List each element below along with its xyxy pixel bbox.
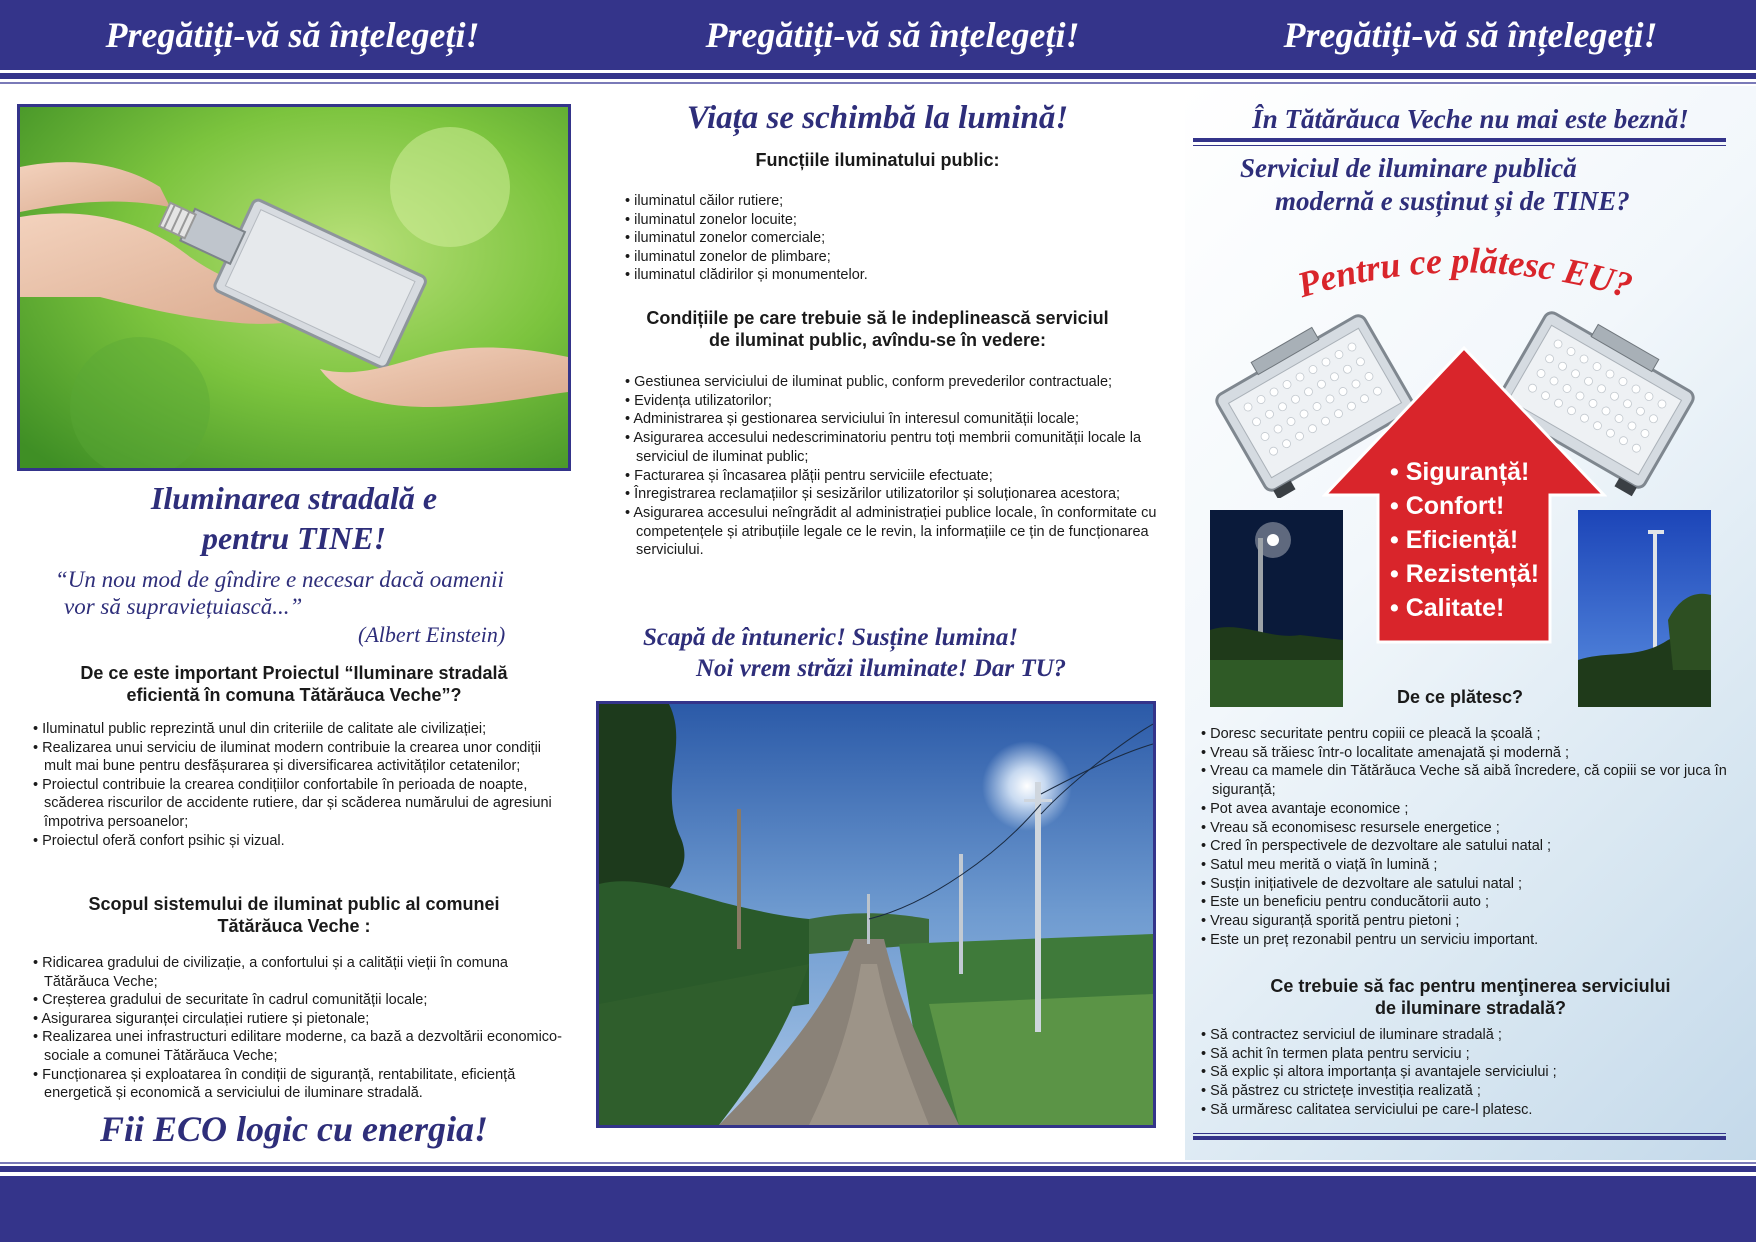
maintenance-heading-line1: Ce trebuie să fac pentru menţinerea serviciului	[1270, 976, 1671, 996]
header-title-middle: Pregătiți-vă să înțelegeți!	[705, 15, 1080, 55]
header-rule	[0, 73, 1756, 79]
purpose-list-item: • Realizarea unei infrastructuri edilitare moderne, ca bază a dezvoltării economico-sociale a comunei Tătărăuca Veche;	[33, 1028, 568, 1065]
importance-heading	[17, 662, 571, 706]
night-pole-right-illustration	[1578, 510, 1711, 707]
right-title: În Tătărăuca Veche nu mai este beznă!	[1252, 104, 1689, 134]
why-pay-list-item: • Susțin inițiativele de dezvoltare ale satului natal ;	[1201, 875, 1741, 894]
purpose-heading-line2: Tătărăuca Veche :	[217, 916, 371, 936]
purpose-list-item: • Ridicarea gradului de civilizație, a confortului și a calității vieții în comuna Tătărăuca Veche;	[33, 954, 568, 991]
conditions-list-item: • Înregistrarea reclamațiilor și sesizărilor utilizatorilor și soluționarea acestora;	[625, 485, 1165, 504]
functions-list-item: • iluminatul zonelor comerciale;	[625, 229, 1145, 248]
purpose-heading	[17, 893, 571, 937]
conditions-list-item: • Asigurarea accesului nedescriminatoriu pentru toți membrii comunității locale la serviciul de iluminat public;	[625, 429, 1165, 466]
left-title-line2: pentru TINE!	[201, 520, 387, 556]
functions-list-item: • iluminatul clădirilor și monumentelor.	[625, 266, 1145, 285]
middle-slogan-line1: Scapă de întuneric! Susține lumina!	[643, 624, 1019, 651]
quote-line2: vor să supraviețuiască...”	[64, 594, 303, 619]
why-pay-list-item: • Satul meu merită o viață în lumină ;	[1201, 856, 1741, 875]
purpose-heading-line1: Scopul sistemului de iluminat public al comunei	[88, 894, 500, 914]
functions-list-item: • iluminatul căilor rutiere;	[625, 192, 1145, 211]
maintenance-list-item: • Să achit în termen plata pentru serviciu ;	[1201, 1045, 1741, 1064]
footer-rule	[0, 1166, 1756, 1172]
why-pay-list	[1201, 725, 1741, 949]
right-bottom-rule	[1193, 1136, 1726, 1140]
why-pay-list-item: • Pot avea avantaje economice ;	[1201, 800, 1741, 819]
header-rule-thin	[0, 82, 1756, 84]
right-subtitle-line1: Serviciul de iluminare publică	[1240, 153, 1577, 183]
importance-list-item: • Proiectul contribuie la crearea condițiilor confortabile în perioada de noapte, scăderea riscurilor de accidente rutiere, dar și scăderea numărului de agresiuni împotriva persoanelor;	[33, 776, 563, 832]
arrow-benefit-item: • Eficiență!	[1390, 526, 1519, 554]
why-pay-list-item: • Cred în perspectivele de dezvoltare ale satului natal ;	[1201, 837, 1741, 856]
middle-slogan	[643, 622, 1066, 684]
why-pay-list-item: • Vreau ca mamele din Tătărăuca Veche să aibă încredere, că copiii se vor juca în siguranță;	[1201, 762, 1741, 799]
maintenance-heading-line2: de iluminare stradală?	[1374, 998, 1567, 1018]
hands-lamp-illustration	[20, 107, 568, 468]
middle-title: Viața se schimbă la lumină!	[686, 100, 1069, 136]
maintenance-list	[1201, 1026, 1741, 1120]
why-pay-list-item: • Vreau să economisesc resursele energetice ;	[1201, 819, 1741, 838]
importance-heading-line2: eficientă în comuna Tătărăuca Veche”?	[126, 685, 462, 705]
importance-heading-line1: De ce este important Proiectul “Iluminare stradală	[80, 663, 508, 683]
middle-slogan-line2: Noi vrem străzi iluminate! Dar TU?	[696, 655, 1067, 682]
purpose-list-item: • Creșterea gradului de securitate în cadrul comunității locale;	[33, 991, 568, 1010]
purpose-list-item: • Asigurarea siguranței circulației rutiere și pietonale;	[33, 1010, 568, 1029]
right-title-rule-thin	[1193, 145, 1726, 146]
left-slogan: Fii ECO logic cu energia!	[99, 1109, 489, 1149]
header-title-right: Pregătiți-vă să înțelegeți!	[1283, 15, 1658, 55]
why-pay-list-item: • Doresc securitate pentru copiii ce pleacă la școală ;	[1201, 725, 1741, 744]
conditions-list-item: • Administrarea și gestionarea serviciului în interesul comunității locale;	[625, 410, 1165, 429]
importance-list-item: • Proiectul oferă confort psihic și vizual.	[33, 832, 563, 851]
conditions-heading-line2: de iluminat public, avîndu-se în vedere:	[708, 330, 1047, 350]
right-subtitle	[1240, 152, 1630, 218]
purpose-list	[33, 954, 568, 1103]
maintenance-list-item: • Să contractez serviciul de iluminare stradală ;	[1201, 1026, 1741, 1045]
photo-lit-village-road	[596, 701, 1156, 1128]
arrow-benefit-item: • Confort!	[1390, 492, 1505, 520]
why-pay-list-item: • Vreau siguranță sporită pentru pietoni ;	[1201, 912, 1741, 931]
importance-list-item: • Realizarea unui serviciu de iluminat modern contribuie la crearea unor condiții mult mai bune pentru desfășurarea și diversificarea activităților cetatenilor;	[33, 739, 563, 776]
header-title-left: Pregătiți-vă să înțelegeți!	[105, 15, 480, 55]
right-bottom-rule-thin	[1193, 1133, 1726, 1134]
footer-rule-thin	[0, 1162, 1756, 1164]
photo-hands-led-lamp	[17, 104, 571, 471]
left-title	[17, 478, 571, 558]
conditions-heading	[590, 307, 1165, 351]
right-title-rule	[1193, 138, 1726, 142]
maintenance-list-item: • Să explic și altora importanța și avantajele serviciului ;	[1201, 1063, 1741, 1082]
arrow-benefit-item: • Calitate!	[1390, 594, 1505, 622]
einstein-quote	[55, 566, 504, 620]
functions-list-item: • iluminatul zonelor de plimbare;	[625, 248, 1145, 267]
conditions-list	[625, 373, 1165, 560]
purpose-list-item: • Funcționarea și exploatarea în condiții de siguranță, rentabilitate, eficiență energetică și economică a serviciului de iluminare stradală.	[33, 1066, 568, 1103]
arrow-benefit-item: • Rezistență!	[1390, 560, 1540, 588]
arrow-benefits-list	[1390, 455, 1539, 625]
maintenance-list-item: • Să urmăresc calitatea serviciului pe care-l platesc.	[1201, 1101, 1741, 1120]
why-pay-list-item: • Este un preț rezonabil pentru un serviciu important.	[1201, 931, 1741, 950]
maintenance-heading	[1185, 975, 1756, 1019]
functions-list-item: • iluminatul zonelor locuite;	[625, 211, 1145, 230]
conditions-list-item: • Facturarea și încasarea plății pentru serviciile efectuate;	[625, 467, 1165, 486]
photo-night-pole-right	[1578, 510, 1711, 707]
conditions-list-item: • Asigurarea accesului neîngrădit al administrației publice locale, în conformitate cu competențele și atribuțiile legale ce le revin, la informațiile ce țin de funcționarea serviciului.	[625, 504, 1165, 560]
why-pay-list-item: • Este un beneficiu pentru conducătorii auto ;	[1201, 893, 1741, 912]
conditions-list-item: • Evidența utilizatorilor;	[625, 392, 1165, 411]
curved-title-text: Pentru ce plătesc EU?	[1292, 240, 1637, 306]
left-title-line1: Iluminarea stradală e	[150, 480, 438, 516]
why-pay-heading: De ce plătesc?	[1396, 687, 1524, 707]
importance-list-item: • Iluminatul public reprezintă unul din criteriile de calitate ale civilizației;	[33, 720, 563, 739]
arrow-benefit-item: • Siguranță!	[1390, 458, 1530, 486]
functions-heading: Funcțiile iluminatului public:	[755, 150, 1000, 170]
conditions-list-item: • Gestiunea serviciului de iluminat public, conform prevederilor contractuale;	[625, 373, 1165, 392]
footer-band	[0, 1176, 1756, 1242]
right-subtitle-line2: modernă e susținut și de TINE?	[1275, 186, 1630, 216]
photo-night-pole-left	[1210, 510, 1343, 707]
maintenance-list-item: • Să păstrez cu strictețe investiția realizată ;	[1201, 1082, 1741, 1101]
night-pole-left-illustration	[1210, 510, 1343, 707]
village-road-illustration	[599, 704, 1153, 1125]
quote-line1: “Un nou mod de gîndire e necesar dacă oamenii	[55, 567, 504, 592]
conditions-heading-line1: Condițiile pe care trebuie să le indeplinească serviciul	[646, 308, 1109, 328]
why-pay-list-item: • Vreau să trăiesc într-o localitate amenajată și modernă ;	[1201, 744, 1741, 763]
quote-author: (Albert Einstein)	[358, 622, 506, 647]
functions-list	[625, 192, 1145, 285]
importance-list	[33, 720, 563, 850]
